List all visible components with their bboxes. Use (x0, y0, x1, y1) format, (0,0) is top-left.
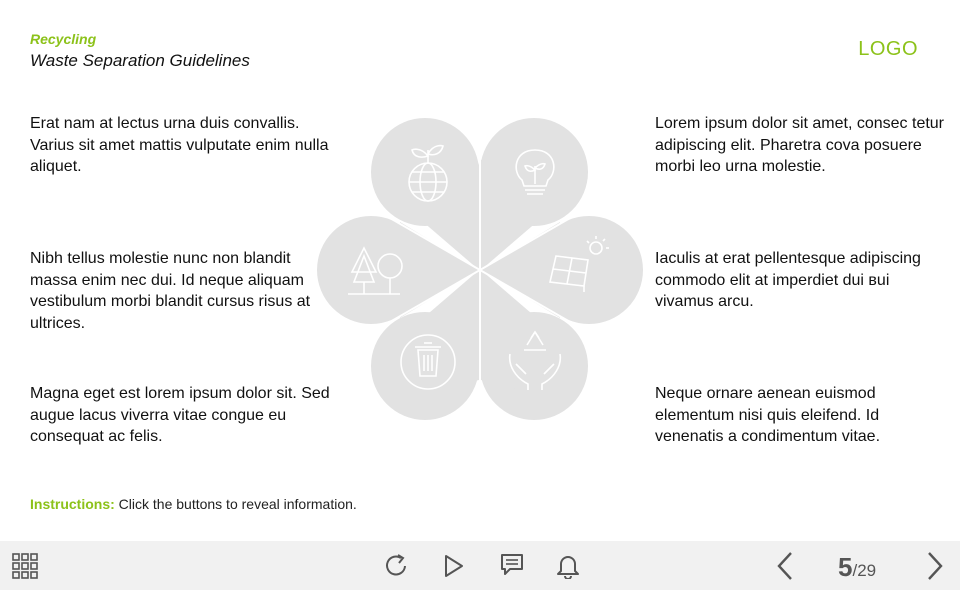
page-counter (838, 552, 876, 583)
bell-icon[interactable] (556, 553, 580, 579)
info-text-trees: Nibh tellus molestie nunc non blandit massa enim nec dui. Id neque aliquam vestibulum morbi blandit cursus risus at ultrices. (30, 250, 311, 332)
player-toolbar (0, 541, 960, 590)
current-page: 5 (838, 552, 853, 582)
info-text-trash: Magna eget est lorem ipsum dolor sit. Sed augue lacus viverra vitae congue eu consequat ac felis. (30, 385, 330, 445)
grid-menu-icon[interactable] (12, 553, 38, 579)
play-icon[interactable] (443, 553, 465, 579)
notes-icon[interactable] (500, 553, 524, 577)
instructions-label: Instructions: (30, 496, 115, 512)
chevron-right-icon[interactable] (926, 551, 944, 581)
total-pages: /29 (852, 561, 877, 580)
info-text-recycle: Neque ornare aenean euismod elementum nisi quis eleifend. Id venenatis a condimentum vitae. (655, 385, 881, 445)
replay-icon[interactable] (385, 553, 409, 579)
chevron-left-icon[interactable] (776, 551, 794, 581)
info-text-solar: Iaculis at erat pellentesque adipiscing commodo elit at imperdiet dui вui vivamus arcu. (655, 250, 921, 310)
page-title: Waste Separation Guidelines (30, 51, 250, 70)
info-text-lightbulb: Lorem ipsum dolor sit amet, consec tetur adipiscing elit. Pharetra cova posuere morbi leo urna molestie. (655, 115, 945, 175)
instructions (30, 496, 357, 512)
instructions-text: Click the buttons to reveal information. (118, 496, 357, 512)
info-text-globe: Erat nam at lectus urna duis convallis. Varius sit amet mattis vulputate enim nulla aliquet. (30, 115, 329, 175)
category-label: Recycling (30, 31, 97, 47)
logo: LOGO (858, 38, 918, 60)
